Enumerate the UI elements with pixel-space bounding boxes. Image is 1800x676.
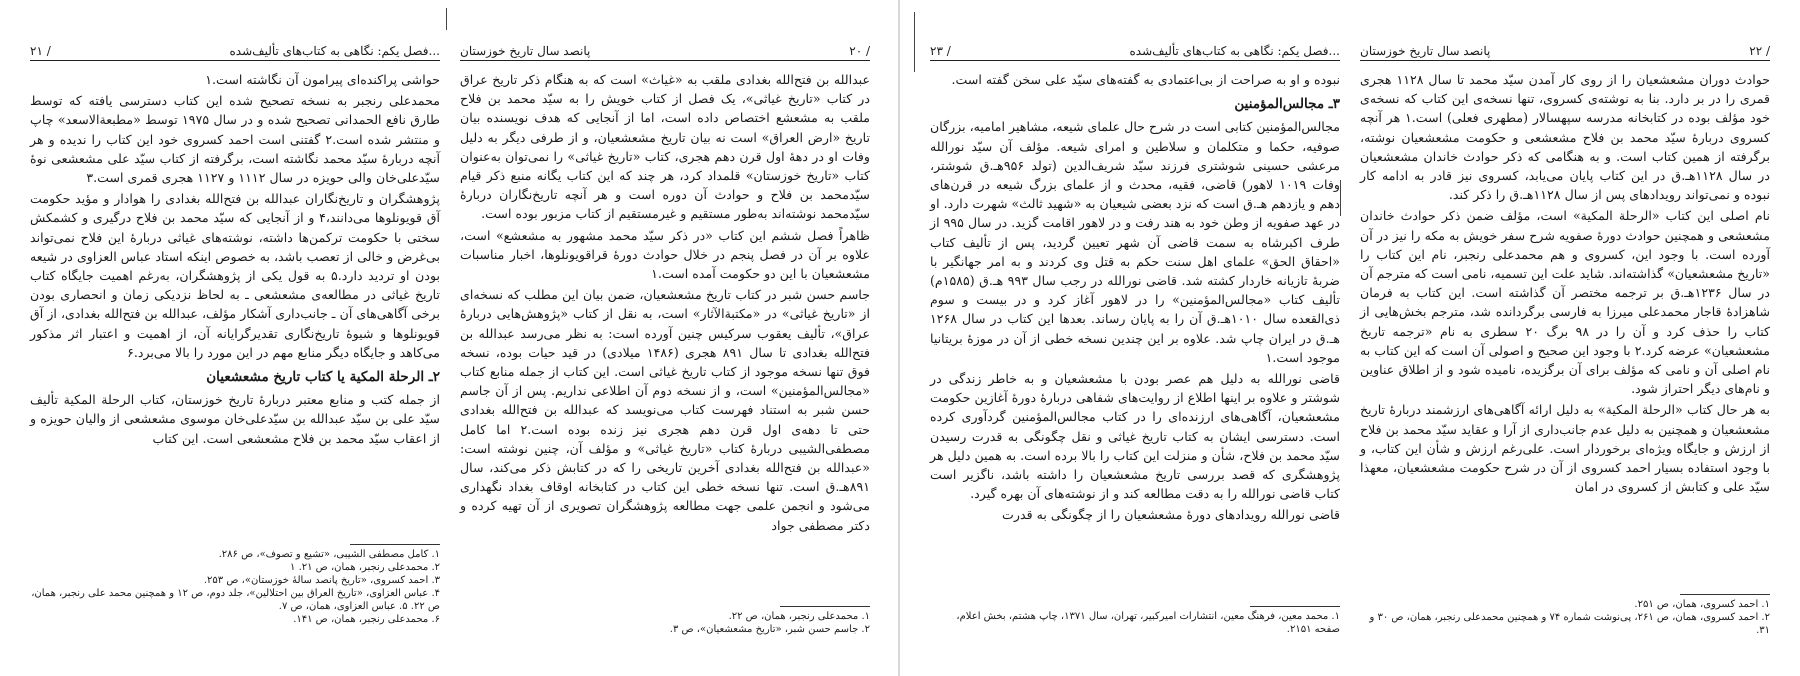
scan-mark [914,12,915,72]
footnote-rule [780,606,870,607]
paragraph: حوادث دوران مشعشعیان را از روی کار آمدن سیّد محمد تا سال ۱۱۲۸ هجری قمری را در بر دارد. بنا به نوشته‌ی کسروی، تنها نسخه‌ی این کتاب که نسخه‌ی خود مؤلف بوده در کتابخانه مدرسه سپهسالار (مطهری فعلی) است.۱ هر آنچه کسروی دربارهٔ سیّد محمد بن فلاح مشعشعی و حکومت مشعشعیان نوشته، برگرفته از همین کتاب است. و به هنگامی که ذکر حوادث خاندان مشعشعیان در سال ۱۱۲۸هـ.ق در این کتاب پایان می‌یابد، کسروی نیز قادر به ادامه کار نبوده و نمی‌تواند رویدادهای پس از سال ۱۱۲۸هـ.ق را ذکر کند. [1360,72,1770,203]
footnotes [460,610,870,636]
header-rule [460,60,870,61]
footnote: ۲. جاسم حسن شبر، «تاریخ مشعشعیان»، ص ۳. [669,624,870,635]
running-title: پانصد سال تاریخ خوزستان [460,44,591,58]
running-header [30,42,440,60]
page-number: ۲۳ / [930,44,951,58]
paragraph: به هر حال کتاب «الرحلة المکیة» به دلیل ارائه آگاهی‌های ارزشمند دربارهٔ تاریخ مشعشعیان و همچنین به دلیل عدم جانب‌داری از آرا و عقاید سیّد محمد بن فلاح از ارزش و جایگاه ویژه‌ای برخوردار است. علی‌رغم ارزش و شأن این کتاب، و با وجود استفاده بسیار احمد کسروی از آن در شرح حکومت مشعشعیان، معهذا سیّد علی و کتابش از کسروی در امان [1360,402,1770,495]
header-rule [930,60,1340,61]
footnote: ۴. عباس العزاوی، «تاریخ العراق بین احتلالین»، جلد دوم، ص ۱۲ و همچنین محمد علی رنجبر، همان، ص ۲۲. ۵. عباس العزاوی، همان، ص ۷. [31,588,440,612]
footnote: ۳. احمد کسروی، «تاریخ پانصد سالهٔ خوزستان»، ص ۲۵۳. [203,575,440,586]
running-header [460,42,870,60]
footnote: ۶. محمدعلی رنجبر، همان، ص ۱۴۱. [293,614,440,625]
footnotes [930,610,1340,636]
paragraph: از جمله کتب و منابع معتبر دربارهٔ تاریخ خوزستان، کتاب الرحلة المکیة تألیف سیّد علی بن سیّد عبدالله بن سیّدعلی‌خان موسوی مشعشعی از والیان حویزه و از اعقاب سیّد محمد بن فلاح مشعشعی است. این کتاب [30,392,440,446]
footnote-rule [1250,606,1340,607]
section-heading: ۳ـ مجالس‌المؤمنین [1234,96,1340,113]
paragraph: پژوهشگران و تاریخ‌نگاران عبدالله بن فتح‌الله بغدادی را هوادار و مؤید حکومت آق قویونلوها می‌دانند،۴ و از آنجایی که سیّد محمد بن فلاح درگیری و کشمکش سختی با حکومت ترکمن‌ها داشته، نوشته‌های غیاثی دربارهٔ این فلاح نمی‌تواند بی‌غرض و خالی از تعصب باشد، به خصوص اینکه استاد عباس العزاوی در شیعه بودن او تردید دارد.۵ به قول یکی از پژوهشگران، به‌رغم اهمیت جایگاه کتاب تاریخ غیاثی در مطالعه‌ی مشعشعی ـ به لحاظ نزدیکی زمان و انحصاری بودن برخی آگاهی‌های آن ـ جانب‌داری آشکار مؤلف، عبدالله بن فتح‌الله بغدادی، از آق قویونلوها و شیوهٔ تاریخ‌نگاری تقدیرگرایانه آن، از اهمیت و اعتبار اثر مذکور می‌کاهد و جایگاه دیگر منابع مهم در این مورد را بالا می‌برد.۶ [30,191,441,360]
page-body [30,70,440,450]
paragraph: قاضی نورالله به دلیل هم عصر بودن با مشعشعیان و به خاطر زندگی در شوشتر و علاوه بر اینها اطلاع از روایت‌های شفاهی دربارهٔ دورهٔ آغازین حکومت مشعشعیان، آگاهی‌های ارزنده‌ای را در کتاب مجالس‌المؤمنین گردآوری کرده است. دسترسی ایشان به کتاب تاریخ غیاثی و نقل چگونگی به قدرت رسیدن سیّد محمد بن فلاح، شأن و منزلت این کتاب را بالا برده است. به همین دلیل هر پژوهشگری که قصد بررسی تاریخ مشعشعیان را داشته باشد، ناگزیر است کتاب قاضی نورالله را به دقت مطالعه کند و از نوشته‌های آن بهره گیرد. [930,371,1340,502]
scan-mark [1340,180,1341,216]
footnote: ۱. کامل مصطفی الشیبی، «تشیع و تصوف»، ص ۲۸۶. [218,549,440,560]
running-title: فصل یکم: نگاهی به کتاب‌های تألیف‌شده... [1129,44,1340,58]
paragraph: حواشی پراکنده‌ای پیرامون آن نگاشته است.۱ [205,72,440,87]
paragraph: نبوده و او به صراحت از بی‌اعتمادی به گفته‌های سیّد علی سخن گفته است. [951,72,1340,87]
paragraph: جاسم حسن شبر در کتاب تاریخ مشعشعیان، ضمن بیان این مطلب که نسخه‌ای از «تاریخ غیاثی» در «مکتبة‌الآثار» است، به نقل از کتاب «پژوهش‌هایی دربارهٔ عراق»، تألیف یعقوب سرکیس چنین آورده است: به نظر می‌رسد عبدالله بن فتح‌الله بغدادی تا سال ۸۹۱ هجری (۱۴۸۶ میلادی) در قید حیات بوده، نسخه فوق تنها نسخه موجود از کتاب تاریخ غیاثی است. این کتاب از جمله منابع کتاب «مجالس‌المؤمنین» است، و از نسخه دوم آن اطلاعی نداریم. پس از آن جاسم حسن شبر به استناد فهرست کتاب می‌نویسد که عبدالله بن فتح‌الله بغدادی حتی تا دهه‌ی اول قرن دهم هجری نیز زنده بوده است.۲ اما کامل مصطفی‌الشیبی دربارهٔ کتاب «تاریخ غیاثی» و مؤلف آن، چنین نوشته است: «عبدالله بن فتح‌الله بغدادی آخرین تاریخی را که در کتابش ذکر می‌کند، سال ۸۹۱هـ.ق است. تنها نسخه خطی این کتاب در کتابخانه اوقاف بغداد نگهداری می‌شود و انجمن علمی جهت مطالعه پژوهشگران تصویری از آن تهیه کرده و دکتر مصطفی جواد [460,287,871,533]
footnotes [1360,598,1770,637]
running-title: فصل یکم: نگاهی به کتاب‌های تألیف‌شده... [229,44,440,58]
page-number: ۲۲ / [1749,44,1770,58]
page-body [460,70,870,537]
footnote-rule [1680,594,1770,595]
paragraph: قاضی نورالله رویدادهای دورهٔ مشعشعیان را از چگونگی به قدرت [1002,507,1340,523]
paragraph: ظاهراً فصل ششم این کتاب «در ذکر سیّد محمد مشهور به مشعشع» است، علاوه بر آن در فصل پنجم در خلال حوادث دورهٔ قراقویونلوها، اخبار مناسبات مشعشعیان با این دو حکومت آمده است.۱ [460,227,870,282]
page-number: ۲۰ / [849,44,870,58]
spread-right [900,0,1800,676]
page-23 [930,0,1340,676]
running-header [1360,42,1770,60]
footnote: ۱. محمدعلی رنجبر، همان، ص ۲۲. [728,611,870,622]
footnote: ۱. احمد کسروی، همان، ص ۲۵۱. [1634,599,1770,610]
scan-mark [446,8,447,30]
page-22 [1360,0,1770,676]
section-heading: ۲ـ الرحلة المکیة یا کتاب تاریخ مشعشعیان [206,369,440,386]
footnote: ۲. احمد کسروی، همان، ص ۲۶۱، پی‌نوشت شماره ۷۴ و همچنین محمدعلی رنجبر، همان، ص ۳۰ و ۳۱. [1369,612,1770,636]
header-rule [30,60,440,61]
page-21 [30,0,440,676]
page-body [1360,70,1770,498]
paragraph: محمدعلی رنجبر به نسخه تصحیح شده این کتاب دسترسی یافته که توسط طارق نافع الحمدانی تصحیح شده و در سال ۱۹۷۵ توسط «مطبعة‌الاسعد» چاپ و منتشر شده است.۲ گفتنی است احمد کسروی خود این کتاب را ندیده و هر آنچه دربارهٔ سیّد محمد نگاشته است، برگرفته از کتاب سیّد علی مشعشعی نوهٔ سیّدعلی‌خان والی حویزه در سال ۱۱۱۲ و ۱۱۲۷ هجری قمری است.۳ [30,93,440,186]
page-20 [460,0,870,676]
paragraph: مجالس‌المؤمنین کتابی است در شرح حال علمای شیعه، مشاهیر امامیه، بزرگان صوفیه، حکما و متکلمان و سلاطین و امرای شیعه. مؤلف آن سیّد نورالله مرعشی حسینی شوشتری فرزند سیّد شریف‌الدین (تولد ۹۵۶هـ.ق شوشتر، وفات ۱۰۱۹ لاهور) قاضی، فقیه، محدث و از علمای بزرگ شیعه در قرن‌های دهم و یازدهم هـ.ق است که نزد بعضی شیعیان به «شهید ثالث» شهرت دارد. او در عهد صفویه از وطن خود به هند رفت و در لاهور اقامت گزید. در سال ۹۹۵ از طرف اکبرشاه به سمت قاضی آن شهر تعیین گردید، پس از تألیف کتاب «احقاق الحق» علمای اهل سنت حکم به قتل وی کردند و به امر جهانگیر با ضربهٔ تازیانه خاردار کشته شد. قاضی نورالله در رجب سال ۹۹۳ هـ.ق (۱۵۸۵م) تألیف کتاب «مجالس‌المؤمنین» را در لاهور آغاز کرد و در بیست و سوم ذی‌القعده سال ۱۰۱۰هـ.ق آن را به پایان رساند. بعدها این کتاب در سال ۱۲۶۸ هـ.ق در ایران چاپ شد. علاوه بر این چندین نسخه خطی از آن در موزهٔ بریتانیا موجود است.۱ [929,119,1341,365]
header-rule [1360,60,1770,61]
footnotes [30,548,440,626]
footnote-rule [350,544,440,545]
page-number: ۲۱ / [30,44,51,58]
paragraph: عبدالله بن فتح‌الله بغدادی ملقب به «غیاث» است که به هنگام ذکر تاریخ عراق در کتاب «تاریخ غیاثی»، یک فصل از کتاب خویش را به سیّد محمد بن فلاح ملقب به مشعشع اختصاص داده است، اما از آنجایی که هدف نویسنده بیان تاریخ «ارض العراق» است نه بیان تاریخ مشعشعیان، و از طرفی دیگر به دلیل وفات او در دههٔ اول قرن دهم هجری، کتاب «تاریخ غیاثی» را نمی‌توان به‌عنوان کتاب «تاریخ خوزستان» قلمداد کرد، هر چند که این کتاب یگانه منبع ذکر قیام سیّدمحمد بن فلاح و حوادث آن دوره است و هر آنچه تاریخ‌نگاران دربارهٔ سیّدمحمد نوشته‌اند به‌طور مستقیم و غیرمستقیم از کتاب مزبور بوده است. [460,72,870,222]
footnote: ۲. محمدعلی رنجبر، همان، ص ۲۱. ۱ [290,562,440,573]
running-header [930,42,1340,60]
page-body [930,70,1340,527]
footnote: ۱. محمد معین، فرهنگ معین، انتشارات امیرکبیر، تهران، سال ۱۳۷۱، چاپ هشتم، بخش اعلام، صفحه ۲۱۵۱. [956,611,1340,635]
paragraph: نام اصلی این کتاب «الرحلة المکیة» است، مؤلف ضمن ذکر حوادث خاندان مشعشعی و همچنین حوادث دورهٔ صفویه شرح سفر خویش به مکه را نیز در آن آورده است. با وجود این، کسروی و هم محمدعلی رنجبر، نام این کتاب را «تاریخ مشعشعیان» گذاشته‌اند. شاید علت این تسمیه، نامی است که مترجم آن در سال ۱۲۳۶هـ.ق بر ترجمه مختصر آن گذاشته است. این کتاب به فرمان شاهزادهٔ قاجار محمدعلی میرزا به فارسی برگردانده شد، مترجم بخش‌هایی از کتاب را حذف کرد و آن را در ۹۸ برگ ۲۰ سطری به نام «ترجمه تاریخ مشعشعیان» عرضه کرد.۲ با وجود این صحیح و اصولی آن است که این کتاب به نام اصلی آن و نامی که مؤلف برای آن برگزیده، نامیده شود و از اطلاق عناوین و نام‌های دیگر احتراز شود. [1360,208,1771,397]
running-title: پانصد سال تاریخ خوزستان [1360,44,1491,58]
